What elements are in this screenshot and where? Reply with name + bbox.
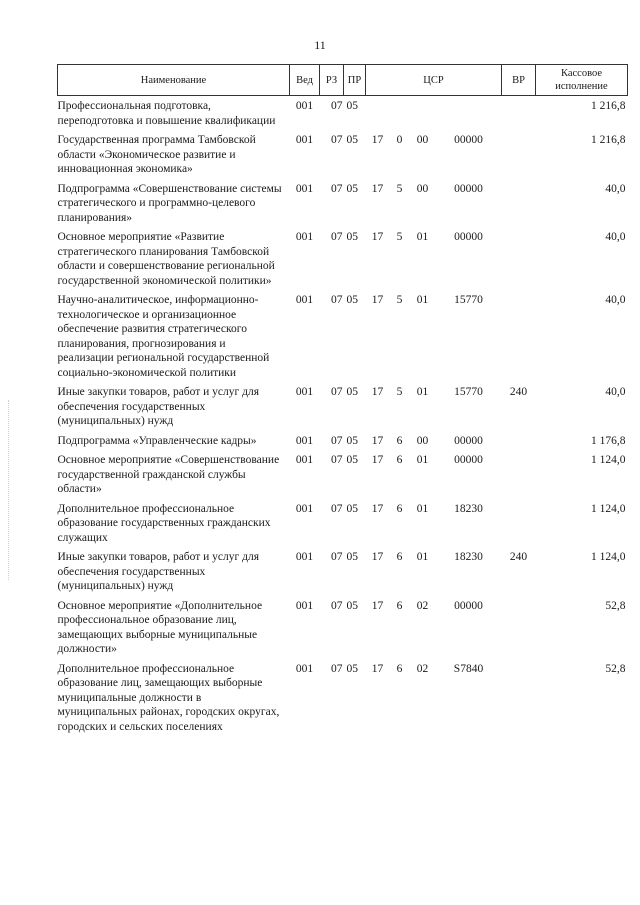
row-vr [502,599,536,662]
row-amount: 40,0 [605,294,626,306]
row-csr-program: 17 [371,294,384,306]
row-name: Иные закупки товаров, работ и услуг для обеспечения государственных (муниципальных) нужд [57,386,259,427]
row-csr-direction: 00000 [454,231,483,243]
row-amount: 40,0 [605,231,626,243]
row-ved: 001 [295,231,314,243]
row-rz: 07 [331,231,343,243]
row-rz: 07 [331,551,343,563]
row-pr: 05 [346,231,358,243]
row-csr-event: 01 [416,386,429,398]
row-pr: 05 [346,100,358,112]
row-csr-program: 17 [371,662,384,675]
row-vr [502,453,536,502]
row-vr: 240 [509,551,528,563]
row-csr-subprogram [390,96,410,134]
row-rz: 07 [331,182,343,195]
row-rz: 07 [331,662,343,675]
table-row [58,293,628,385]
row-pr: 05 [346,434,358,447]
table-row [58,385,628,434]
row-pr: 05 [346,662,358,675]
row-ved: 001 [295,662,314,675]
row-csr-program: 17 [371,551,384,563]
row-csr-direction: 00000 [454,182,483,195]
header-rz: РЗ [320,65,344,96]
header-ved: Вед [290,65,320,96]
row-amount: 52,8 [605,662,626,675]
row-csr-program: 17 [371,454,384,466]
header-csr: ЦСР [366,65,502,96]
table-row [58,550,628,599]
row-vr [502,662,536,740]
row-csr-direction: 00000 [454,434,483,447]
row-csr-subprogram: 5 [396,231,403,243]
row-csr-direction [436,96,502,134]
header-pr: ПР [344,65,366,96]
row-csr-event: 00 [416,434,429,447]
row-csr-event: 00 [416,134,429,146]
row-csr-event [410,96,436,134]
row-csr-program: 17 [371,599,384,612]
row-ved: 001 [295,294,314,306]
row-csr-direction: 00000 [454,134,483,146]
row-name: Подпрограмма «Управленческие кадры» [57,434,257,447]
row-csr-subprogram: 6 [396,434,403,447]
row-amount: 40,0 [605,182,626,195]
table-row [58,502,628,551]
row-pr: 05 [346,386,358,398]
row-csr-subprogram: 6 [396,599,403,612]
row-amount: 1 216,8 [591,134,626,146]
table-row [58,96,628,134]
scan-margin-marks [8,400,10,580]
row-vr [502,133,536,182]
row-ved: 001 [295,434,314,447]
row-csr-subprogram: 6 [396,502,403,515]
table-row [58,230,628,293]
row-csr-program: 17 [371,182,384,195]
row-csr-program: 17 [371,231,384,243]
row-vr [502,230,536,293]
row-vr [502,502,536,551]
row-csr-subprogram: 6 [396,551,403,563]
row-vr [502,293,536,385]
row-ved: 001 [295,599,314,612]
table-row [58,434,628,454]
row-pr: 05 [346,551,358,563]
row-rz: 07 [331,434,343,447]
row-amount: 1 176,8 [591,434,626,447]
row-csr-program: 17 [371,502,384,515]
row-pr: 05 [346,294,358,306]
row-csr-event: 02 [416,599,429,612]
table-row [58,182,628,231]
row-amount: 1 216,8 [591,100,626,112]
row-vr [502,182,536,231]
row-csr-program: 17 [371,386,384,398]
row-csr-event: 01 [416,231,429,243]
row-name: Подпрограмма «Совершенствование системы стратегического и программно-целевого планирования» [57,182,282,224]
row-csr-subprogram: 6 [396,662,403,675]
row-rz: 07 [331,454,343,466]
row-csr-event: 01 [416,502,429,515]
row-ved: 001 [295,100,314,112]
row-rz: 07 [331,599,343,612]
row-ved: 001 [295,182,314,195]
table-header-row [58,65,628,96]
row-csr-event: 02 [416,662,429,675]
header-cash-execution: Кассовое исполнение [536,65,628,96]
row-csr-program: 17 [371,434,384,447]
row-pr: 05 [346,134,358,146]
row-rz: 07 [331,502,343,515]
table-row [58,599,628,662]
row-csr-direction: S7840 [453,662,484,675]
row-name: Дополнительное профессиональное образование лиц, замещающих выборные муниципальные должности в муниципальных районах, городских округах, городских и сельских поселениях [57,662,280,733]
row-csr-program: 17 [371,134,384,146]
row-csr-event: 01 [416,454,429,466]
row-csr-event: 01 [416,551,429,563]
header-name: Наименование [58,65,290,96]
row-ved: 001 [295,502,314,515]
row-csr-subprogram: 0 [396,134,403,146]
row-ved: 001 [295,134,314,146]
row-vr: 240 [509,386,528,398]
row-pr: 05 [346,502,358,515]
header-vr: ВР [502,65,536,96]
row-rz: 07 [331,100,343,112]
row-csr-direction: 00000 [454,454,483,466]
row-vr [502,434,536,454]
row-csr-subprogram: 5 [396,182,403,195]
row-name: Государственная программа Тамбовской области «Экономическое развитие и инновационная экономика» [57,134,256,175]
budget-table [57,64,628,739]
row-rz: 07 [331,134,343,146]
row-rz: 07 [331,294,343,306]
row-rz: 07 [331,386,343,398]
row-pr: 05 [346,454,358,466]
row-csr-direction: 15770 [454,294,483,306]
row-name: Основное мероприятие «Совершенствование государственной гражданской службы области» [57,454,280,495]
row-csr-subprogram: 5 [396,386,403,398]
row-name: Профессиональная подготовка, переподготовка и повышение квалификации [57,100,276,127]
row-name: Научно-аналитическое, информационно-технологическое и организационное обеспечение развития стратегического планирования, прогнозирования и реализации региональной государственной социально-экономической политики [57,294,270,379]
row-amount: 1 124,0 [591,454,626,466]
row-name: Основное мероприятие «Дополнительное профессиональное образование лиц, замещающих выборные муниципальные должности» [57,599,263,655]
row-pr: 05 [346,599,358,612]
row-name: Дополнительное профессиональное образование государственных гражданских служащих [57,502,271,544]
row-csr-direction: 18230 [454,551,483,563]
row-amount: 1 124,0 [591,502,626,515]
page-number: 11 [314,38,326,52]
row-name: Основное мероприятие «Развитие стратегического планирования Тамбовской области и совершенствование региональной государственной экономической политики» [57,231,275,287]
row-pr: 05 [346,182,358,195]
row-ved: 001 [295,551,314,563]
table-row [58,453,628,502]
row-amount: 40,0 [605,386,626,398]
table-body [58,96,628,740]
row-csr-subprogram: 5 [396,294,403,306]
row-csr-program [366,96,390,134]
row-ved: 001 [295,454,314,466]
row-csr-subprogram: 6 [396,454,403,466]
table-row [58,133,628,182]
row-csr-event: 00 [416,182,429,195]
row-ved: 001 [295,386,314,398]
table-row [58,662,628,740]
row-csr-direction: 00000 [454,599,483,612]
row-name: Иные закупки товаров, работ и услуг для обеспечения государственных (муниципальных) нужд [57,551,259,592]
row-csr-event: 01 [416,294,429,306]
row-amount: 52,8 [605,599,626,612]
row-csr-direction: 18230 [454,502,483,515]
row-amount: 1 124,0 [591,551,626,563]
row-vr [502,96,536,134]
row-csr-direction: 15770 [454,386,483,398]
